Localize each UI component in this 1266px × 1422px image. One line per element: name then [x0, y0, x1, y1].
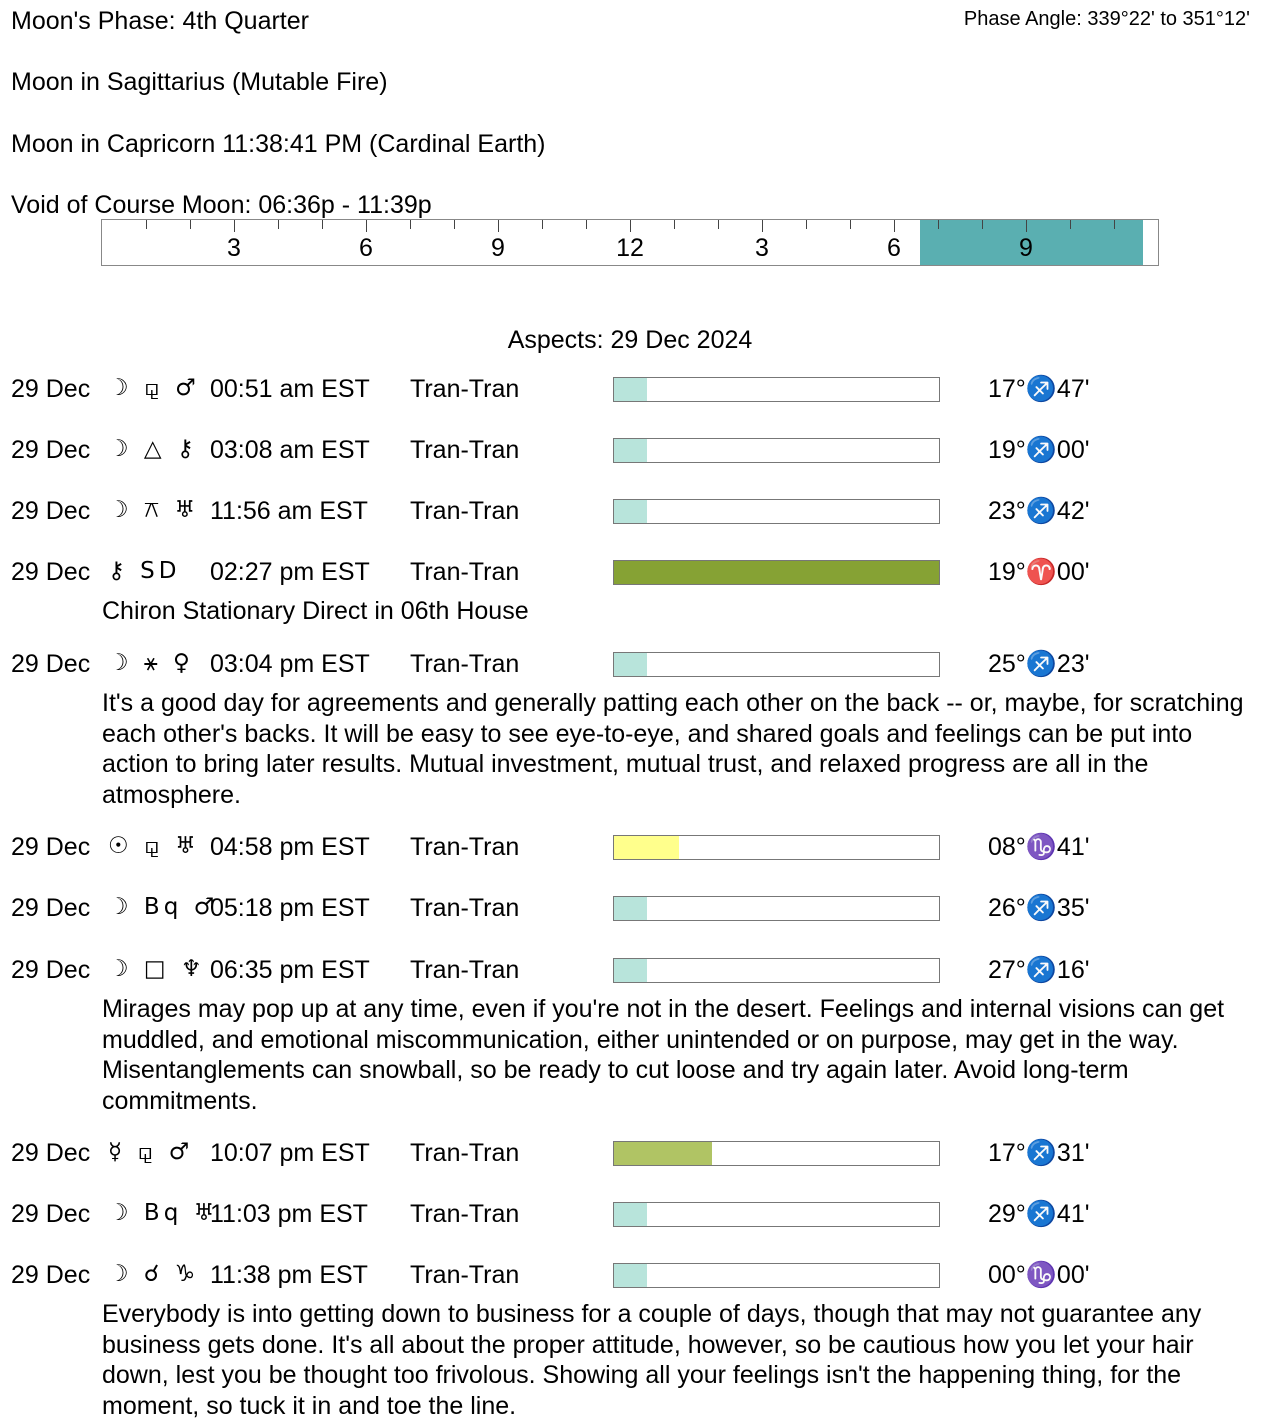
aspect-time: 00:51 am EST [210, 375, 370, 403]
aspect-kind: Tran-Tran [410, 1200, 520, 1228]
void-of-course-timeline [101, 219, 1159, 266]
aspect-strength-fill [614, 1264, 647, 1287]
void-of-course: Void of Course Moon: 06:36p - 11:39p [11, 191, 432, 219]
aspect-position: 27°♐16' [988, 956, 1090, 984]
timeline-tick [410, 220, 411, 229]
aspect-position: 29°♐41' [988, 1200, 1090, 1228]
timeline-tick [630, 220, 631, 232]
timeline-tick [234, 220, 235, 232]
aspect-row [0, 375, 1266, 415]
aspect-strength-bar [613, 1263, 940, 1288]
aspect-date: 29 Dec [11, 558, 91, 586]
aspect-strength-fill [614, 1203, 647, 1226]
aspect-strength-bar [613, 896, 940, 921]
aspect-time: 03:08 am EST [210, 436, 370, 464]
aspect-row [0, 1200, 1266, 1240]
aspect-strength-fill [614, 836, 679, 859]
timeline-tick [938, 220, 939, 229]
phase-angle: Phase Angle: 339°22' to 351°12' [963, 8, 1250, 30]
aspect-strength-bar [613, 377, 940, 402]
timeline-hour-label: 12 [616, 234, 644, 262]
aspect-description: Chiron Stationary Direct in 06th House [102, 597, 529, 625]
aspect-glyphs: ☽ ⚻ ♅ [108, 497, 200, 523]
aspect-glyphs: ☽ Bq ♅ [108, 1200, 219, 1226]
aspect-position: 17°♐47' [988, 375, 1090, 403]
timeline-tick [498, 220, 499, 232]
aspect-strength-bar [613, 652, 940, 677]
aspect-date: 29 Dec [11, 833, 91, 861]
aspect-time: 06:35 pm EST [210, 956, 370, 984]
aspect-date: 29 Dec [11, 956, 91, 984]
aspect-time: 11:03 pm EST [210, 1200, 368, 1228]
aspect-kind: Tran-Tran [410, 833, 520, 861]
aspect-strength-bar [613, 1141, 940, 1166]
aspect-glyphs: ☽ ⚼ ♂ [108, 375, 200, 401]
aspect-time: 11:38 pm EST [210, 1261, 368, 1289]
aspect-kind: Tran-Tran [410, 558, 520, 586]
aspect-strength-bar [613, 560, 940, 585]
aspect-glyphs: ⚷ SD [108, 558, 181, 584]
aspect-row [0, 650, 1266, 690]
aspect-position: 08°♑41' [988, 833, 1090, 861]
aspect-description: Everybody is into getting down to business for a couple of days, though that may not guarantee any business gets done. It's all about the proper attitude, however, so be cautious how you let your hair down, lest you be thought too frivolous. Showing all your feelings isn't the happening thing, for the moment, so tuck it in and toe the line. [102, 1300, 1202, 1420]
aspect-time: 10:07 pm EST [210, 1139, 370, 1167]
aspect-kind: Tran-Tran [410, 1139, 520, 1167]
moon-phase: Moon's Phase: 4th Quarter [11, 7, 309, 35]
aspect-position: 25°♐23' [988, 650, 1090, 678]
aspect-strength-bar [613, 1202, 940, 1227]
aspect-position: 23°♐42' [988, 497, 1090, 525]
timeline-tick [366, 220, 367, 232]
aspect-date: 29 Dec [11, 1261, 91, 1289]
aspect-strength-fill [614, 561, 939, 584]
timeline-tick [762, 220, 763, 232]
aspect-description: It's a good day for agreements and generally patting each other on the back -- or, maybe, for scratching each other's backs. It will be easy to see eye-to-eye, and shared goals and feelings can be put into action to bring later results. Mutual investment, mutual trust, and relaxed progress are all in the atmosphere. [102, 689, 1244, 809]
aspect-date: 29 Dec [11, 497, 91, 525]
timeline-tick [542, 220, 543, 229]
aspect-strength-bar [613, 958, 940, 983]
aspect-glyphs: ☽ ⚹ ♀ [108, 650, 194, 676]
aspect-date: 29 Dec [11, 1139, 91, 1167]
aspect-strength-fill [614, 378, 647, 401]
aspect-row [0, 436, 1266, 476]
timeline-tick [454, 220, 455, 229]
timeline-tick [982, 220, 983, 229]
timeline-tick [850, 220, 851, 229]
timeline-tick [278, 220, 279, 229]
aspect-glyphs: ☽ ☌ ♑ [108, 1261, 200, 1287]
aspect-strength-bar [613, 835, 940, 860]
aspect-time: 05:18 pm EST [210, 894, 370, 922]
timeline-tick [718, 220, 719, 229]
aspects-title: Aspects: 29 Dec 2024 [507, 326, 753, 354]
timeline-tick [190, 220, 191, 229]
aspect-glyphs: ☿ ⚼ ♂ [108, 1139, 194, 1165]
aspect-kind: Tran-Tran [410, 375, 520, 403]
timeline-tick [806, 220, 807, 229]
aspect-row [0, 497, 1266, 537]
aspect-row [0, 894, 1266, 934]
moon-sign: Moon in Sagittarius (Mutable Fire) [11, 68, 388, 96]
aspect-row [0, 1139, 1266, 1179]
aspect-glyphs: ☽ Bq ♂ [108, 894, 219, 920]
aspect-row [0, 558, 1266, 598]
aspect-row [0, 833, 1266, 873]
timeline-tick [586, 220, 587, 229]
aspect-glyphs: ☉ ⚼ ♅ [108, 833, 200, 859]
aspect-kind: Tran-Tran [410, 436, 520, 464]
timeline-tick [674, 220, 675, 229]
timeline-hour-label: 3 [755, 234, 769, 262]
aspect-date: 29 Dec [11, 650, 91, 678]
aspect-date: 29 Dec [11, 894, 91, 922]
aspect-time: 03:04 pm EST [210, 650, 370, 678]
timeline-hour-label: 9 [1019, 234, 1033, 262]
aspect-glyphs: ☽ □ ♆ [108, 956, 206, 982]
moon-ingress: Moon in Capricorn 11:38:41 PM (Cardinal Earth) [11, 130, 546, 158]
aspect-strength-fill [614, 1142, 712, 1165]
timeline-tick [894, 220, 895, 232]
aspect-time: 11:56 am EST [210, 497, 368, 525]
timeline-tick [1026, 220, 1027, 232]
aspect-time: 04:58 pm EST [210, 833, 370, 861]
timeline-tick [1070, 220, 1071, 229]
aspect-position: 19°♐00' [988, 436, 1090, 464]
aspect-position: 17°♐31' [988, 1139, 1090, 1167]
aspect-row [0, 1261, 1266, 1301]
aspect-kind: Tran-Tran [410, 956, 520, 984]
aspect-strength-fill [614, 653, 647, 676]
aspect-strength-fill [614, 500, 647, 523]
aspect-position: 26°♐35' [988, 894, 1090, 922]
timeline-tick [1114, 220, 1115, 229]
aspect-strength-fill [614, 959, 647, 982]
aspect-date: 29 Dec [11, 1200, 91, 1228]
timeline-hour-label: 6 [359, 234, 373, 262]
aspect-kind: Tran-Tran [410, 894, 520, 922]
aspect-date: 29 Dec [11, 436, 91, 464]
aspect-description: Mirages may pop up at any time, even if you're not in the desert. Feelings and internal visions can get muddled, and emotional miscommunication, either unintended or on purpose, may get in the way. Misentanglements can snowball, so be ready to cut loose and try again later. Avoid long-term commitments. [102, 995, 1225, 1115]
timeline-hour-label: 6 [887, 234, 901, 262]
aspect-kind: Tran-Tran [410, 650, 520, 678]
timeline-tick [146, 220, 147, 229]
aspect-strength-bar [613, 438, 940, 463]
aspect-position: 19°♈00' [988, 558, 1090, 586]
aspect-strength-bar [613, 499, 940, 524]
aspect-position: 00°♑00' [988, 1261, 1090, 1289]
aspect-strength-fill [614, 897, 647, 920]
aspect-date: 29 Dec [11, 375, 91, 403]
aspect-glyphs: ☽ △ ⚷ [108, 436, 198, 462]
aspect-strength-fill [614, 439, 647, 462]
timeline-tick [322, 220, 323, 229]
timeline-hour-label: 9 [491, 234, 505, 262]
aspect-kind: Tran-Tran [410, 1261, 520, 1289]
aspect-kind: Tran-Tran [410, 497, 520, 525]
aspect-time: 02:27 pm EST [210, 558, 370, 586]
timeline-hour-label: 3 [227, 234, 241, 262]
aspect-row [0, 956, 1266, 996]
